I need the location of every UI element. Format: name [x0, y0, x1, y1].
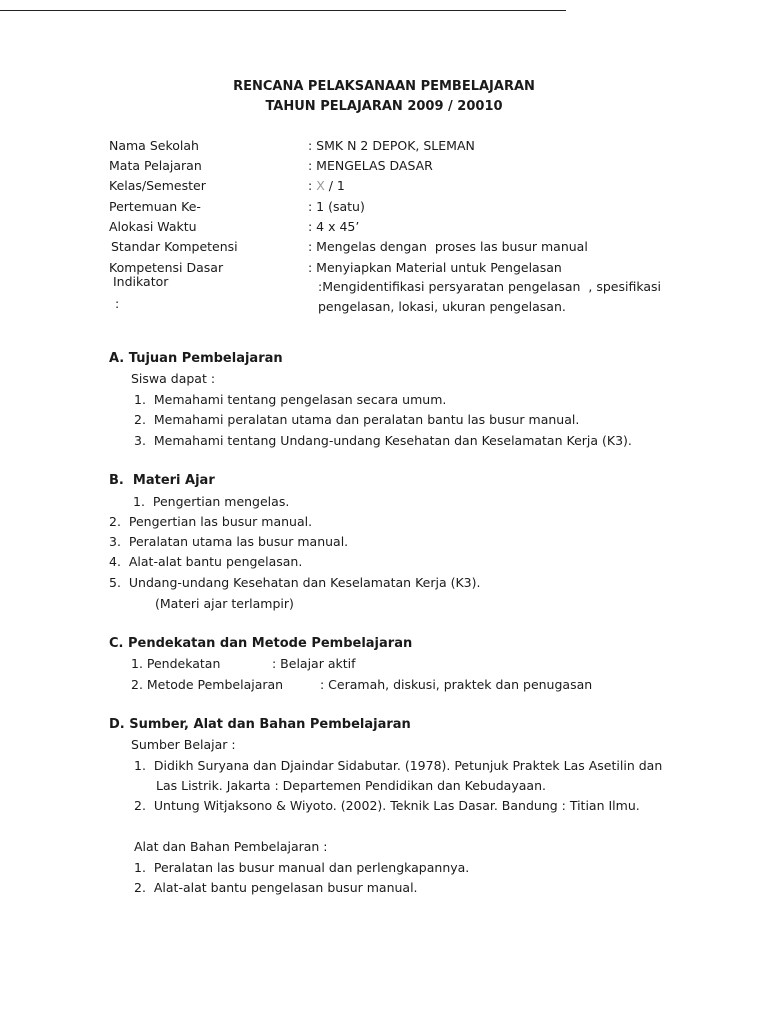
heading-materi: B. Materi Ajar: [109, 473, 215, 488]
intro-sumber-belajar: Sumber Belajar :: [131, 737, 236, 752]
value-pertemuan: : 1 (satu): [308, 199, 365, 214]
list-item: 2. Memahami peralatan utama dan peralatan bantu las busur manual.: [134, 412, 580, 427]
list-item: 5. Undang-undang Kesehatan dan Keselamatan Kerja (K3).: [109, 575, 481, 590]
list-item: 4. Alat-alat bantu pengelasan.: [109, 554, 303, 569]
document-title: RENCANA PELAKSANAAN PEMBELAJARAN: [233, 79, 535, 94]
heading-tujuan: A. Tujuan Pembelajaran: [109, 351, 283, 366]
value-indikator-continued: pengelasan, lokasi, ukuran pengelasan.: [318, 299, 566, 314]
label-pendekatan: 1. Pendekatan: [131, 656, 221, 671]
list-item: 2. Alat-alat bantu pengelasan busur manual.: [134, 880, 418, 895]
label-nama-sekolah: Nama Sekolah: [109, 138, 199, 153]
document-subtitle: TAHUN PELAJARAN 2009 / 20010: [265, 99, 503, 114]
label-pertemuan: Pertemuan Ke-: [109, 199, 201, 214]
list-item: 2. Untung Witjaksono & Wiyoto. (2002). Teknik Las Dasar. Bandung : Titian Ilmu.: [134, 798, 640, 813]
list-item: 3. Memahami tentang Undang-undang Kesehatan dan Keselamatan Kerja (K3).: [134, 433, 632, 448]
value-standar-kompetensi: : Mengelas dengan proses las busur manual: [308, 239, 588, 254]
list-item: 2. Pengertian las busur manual.: [109, 514, 313, 529]
materi-note: (Materi ajar terlampir): [155, 596, 294, 611]
kelas-value: X: [316, 178, 325, 193]
list-item: 1. Pengertian mengelas.: [133, 494, 290, 509]
value-nama-sekolah: : SMK N 2 DEPOK, SLEMAN: [308, 138, 475, 153]
value-prefix: :: [308, 178, 317, 193]
value-kelas-semester: [308, 178, 345, 193]
value-mata-pelajaran: : MENGELAS DASAR: [308, 158, 433, 173]
label-standar-kompetensi: Standar Kompetensi: [111, 239, 238, 254]
heading-sumber: D. Sumber, Alat dan Bahan Pembelajaran: [109, 717, 411, 732]
value-indikator: :Mengidentifikasi persyaratan pengelasan , spesifikasi: [318, 279, 661, 294]
label-alokasi-waktu: Alokasi Waktu: [109, 219, 197, 234]
label-indikator: Indikator: [113, 274, 169, 289]
label-kelas-semester: Kelas/Semester: [109, 178, 206, 193]
value-alokasi-waktu: : 4 x 45’: [308, 219, 360, 234]
label-mata-pelajaran: Mata Pelajaran: [109, 158, 202, 173]
value-metode: : Ceramah, diskusi, praktek dan penugasan: [320, 677, 593, 692]
list-item-continuation: Las Listrik. Jakarta : Departemen Pendidikan dan Kebudayaan.: [156, 778, 546, 793]
heading-pendekatan: C. Pendekatan dan Metode Pembelajaran: [109, 636, 413, 651]
value-pendekatan: : Belajar aktif: [272, 656, 356, 671]
intro-siswa-dapat: Siswa dapat :: [131, 371, 216, 386]
semester-value: / 1: [324, 178, 345, 193]
intro-alat-bahan: Alat dan Bahan Pembelajaran :: [134, 839, 328, 854]
list-item: 1. Didikh Suryana dan Djaindar Sidabutar. (1978). Petunjuk Praktek Las Asetilin dan: [134, 758, 663, 773]
label-indikator-colon: :: [115, 296, 120, 311]
list-item: 1. Memahami tentang pengelasan secara umum.: [134, 392, 447, 407]
label-kompetensi-dasar: Kompetensi Dasar: [109, 260, 224, 275]
label-metode: 2. Metode Pembelajaran: [131, 677, 284, 692]
top-rule: [0, 10, 566, 11]
value-kompetensi-dasar: : Menyiapkan Material untuk Pengelasan: [308, 260, 562, 275]
list-item: 3. Peralatan utama las busur manual.: [109, 534, 349, 549]
list-item: 1. Peralatan las busur manual dan perlengkapannya.: [134, 860, 470, 875]
